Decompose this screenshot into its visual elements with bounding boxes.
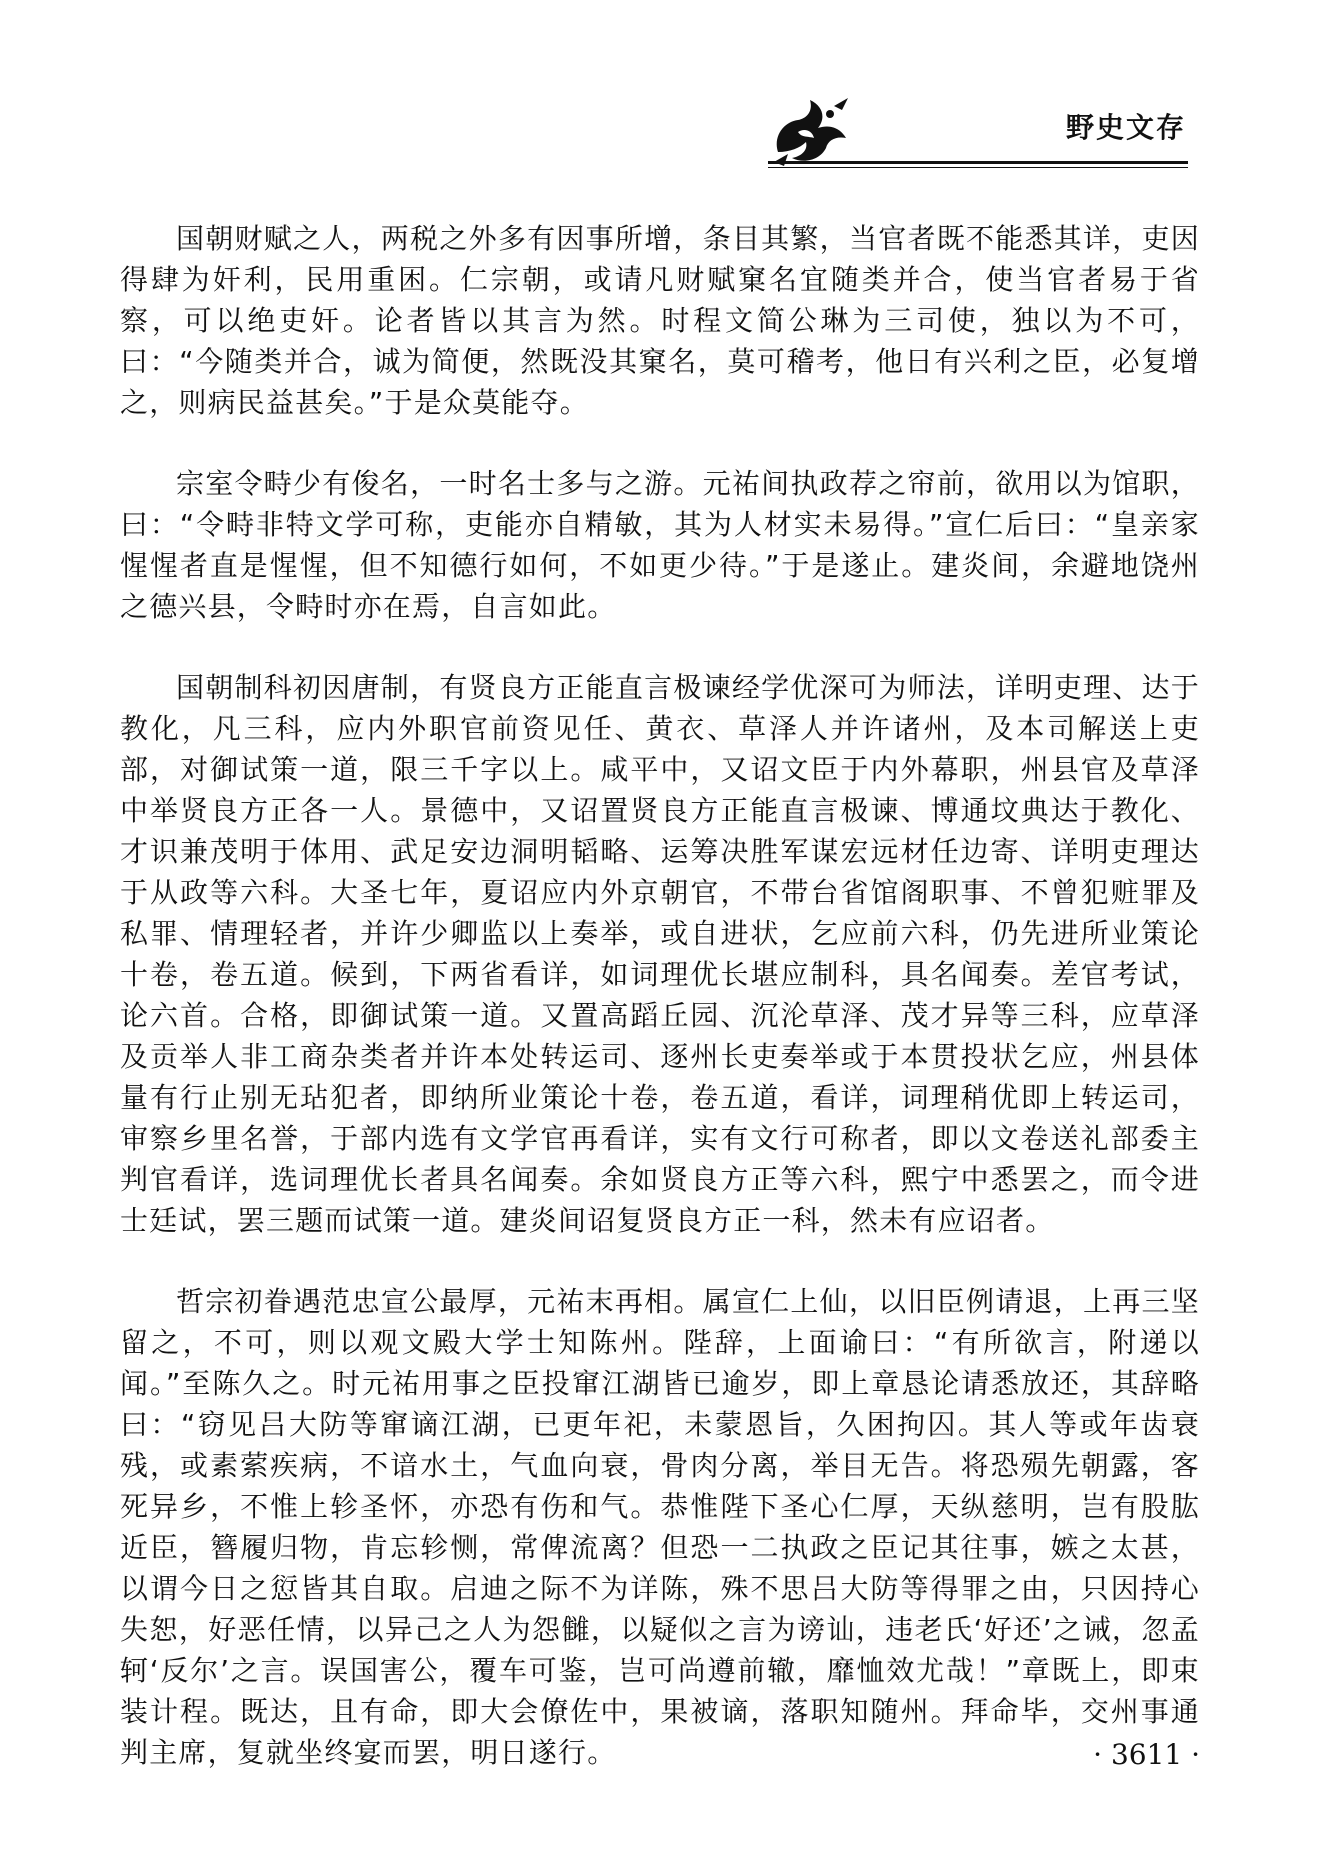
paragraph: 哲宗初眷遇范忠宣公最厚，元祐末再相。属宣仁上仙，以旧臣例请退，上再三坚留之，不可，则以观文殿大学士知陈州。陛辞，上面谕曰：“有所欲言，附递以闻。”至陈久之。时元祐用事之臣投窜江湖皆已逾岁，即上章恳论请悉放还，其辞略曰：“窃见吕大防等窜谪江湖，已更年祀，未蒙恩旨，久困拘囚。其人等或年齿衰残，或素萦疾病，不谙水土，气血向衰，骨肉分离，举目无告。将恐殒先朝露，客死异乡，不惟上轸圣怀，亦恐有伤和气。恭惟陛下圣心仁厚，天纵慈明，岂有股肱近臣，簪履归物，肯忘轸恻，常俾流离？但恐一二执政之臣记其往事，嫉之太甚，以谓今日之愆皆其自取。启迪之际不为详陈，殊不思吕大防等得罪之由，只因持心失恕，好恶任情，以异己之人为怨雠，以疑似之言为谤讪，违老氏‘好还’之诫，忽孟轲‘反尔’之言。误国害公，覆车可鉴，岂可尚遵前辙，靡恤效尤哉！”章既上，即束装计程。既达，且有命，即大会僚佐中，果被谪，落职知随州。拜命毕，交州事通判主席，复就坐终宴而罢，明日遂行。	[120, 1285, 1200, 1769]
header-title: 野史文存	[1065, 111, 1186, 144]
body-text	[120, 218, 1200, 1813]
paragraph: 国朝财赋之人，两税之外多有因事所增，条目其繁，当官者既不能悉其详，吏因得肆为奸利，民用重困。仁宗朝，或请凡财赋窠名宜随类并合，使当官者易于省察，可以绝吏奸。论者皆以其言为然。时程文简公琳为三司使，独以为不可，曰：“今随类并合，诚为简便，然既没其窠名，莫可稽考，他日有兴利之臣，必复增之，则病民益甚矣。”于是众莫能夺。	[120, 222, 1200, 419]
paragraph: 国朝制科初因唐制，有贤良方正能直言极谏经学优深可为师法，详明吏理、达于教化，凡三科，应内外职官前资见任、黄衣、草泽人并许诸州，及本司解送上吏部，对御试策一道，限三千字以上。咸平中，又诏文臣于内外幕职，州县官及草泽中举贤良方正各一人。景德中，又诏置贤良方正能直言极谏、博通坟典达于教化、才识兼茂明于体用、武足安边洞明韬略、运筹决胜军谋宏远材任边寄、详明吏理达于从政等六科。大圣七年，夏诏应内外京朝官，不带台省馆阁职事、不曾犯赃罪及私罪、情理轻者，并许少卿监以上奏举，或自进状，乞应前六科，仍先进所业策论十卷，卷五道。候到，下两省看详，如词理优长堪应制科，具名闻奏。差官考试，论六首。合格，即御试策一道。又置高蹈丘园、沉沦草泽、茂才异等三科，应草泽及贡举人非工商杂类者并许本处转运司、逐州长吏奏举或于本贯投状乞应，州县体量有行止别无玷犯者，即纳所业策论十卷，卷五道，看详，词理稍优即上转运司，审察乡里名誉，于部内选有文学官再看详，实有文行可称者，即以文卷送礼部委主判官看详，选词理优长者具名闻奏。余如贤良方正等六科，熙宁中悉罢之，而令进士廷试，罢三题而试策一道。建炎间诏复贤良方正一科，然未有应诏者。	[120, 671, 1200, 1237]
header-rule	[768, 161, 1188, 164]
paragraph: 宗室令畤少有俊名，一时名士多与之游。元祐间执政荐之帘前，欲用以为馆职，曰：“令畤非特文学可称，吏能亦自精敏，其为人材实未易得。”宣仁后曰：“皇亲家惺惺者直是惺惺，但不知德行如何，不如更少待。”于是遂止。建炎间，余避地饶州之德兴县，令畤时亦在焉，自言如此。	[120, 467, 1200, 623]
page-number: · 3611 ·	[1093, 1738, 1200, 1771]
dragon-emblem-icon	[768, 92, 854, 170]
running-header	[768, 92, 1188, 172]
header-rule-thin	[768, 167, 1188, 168]
